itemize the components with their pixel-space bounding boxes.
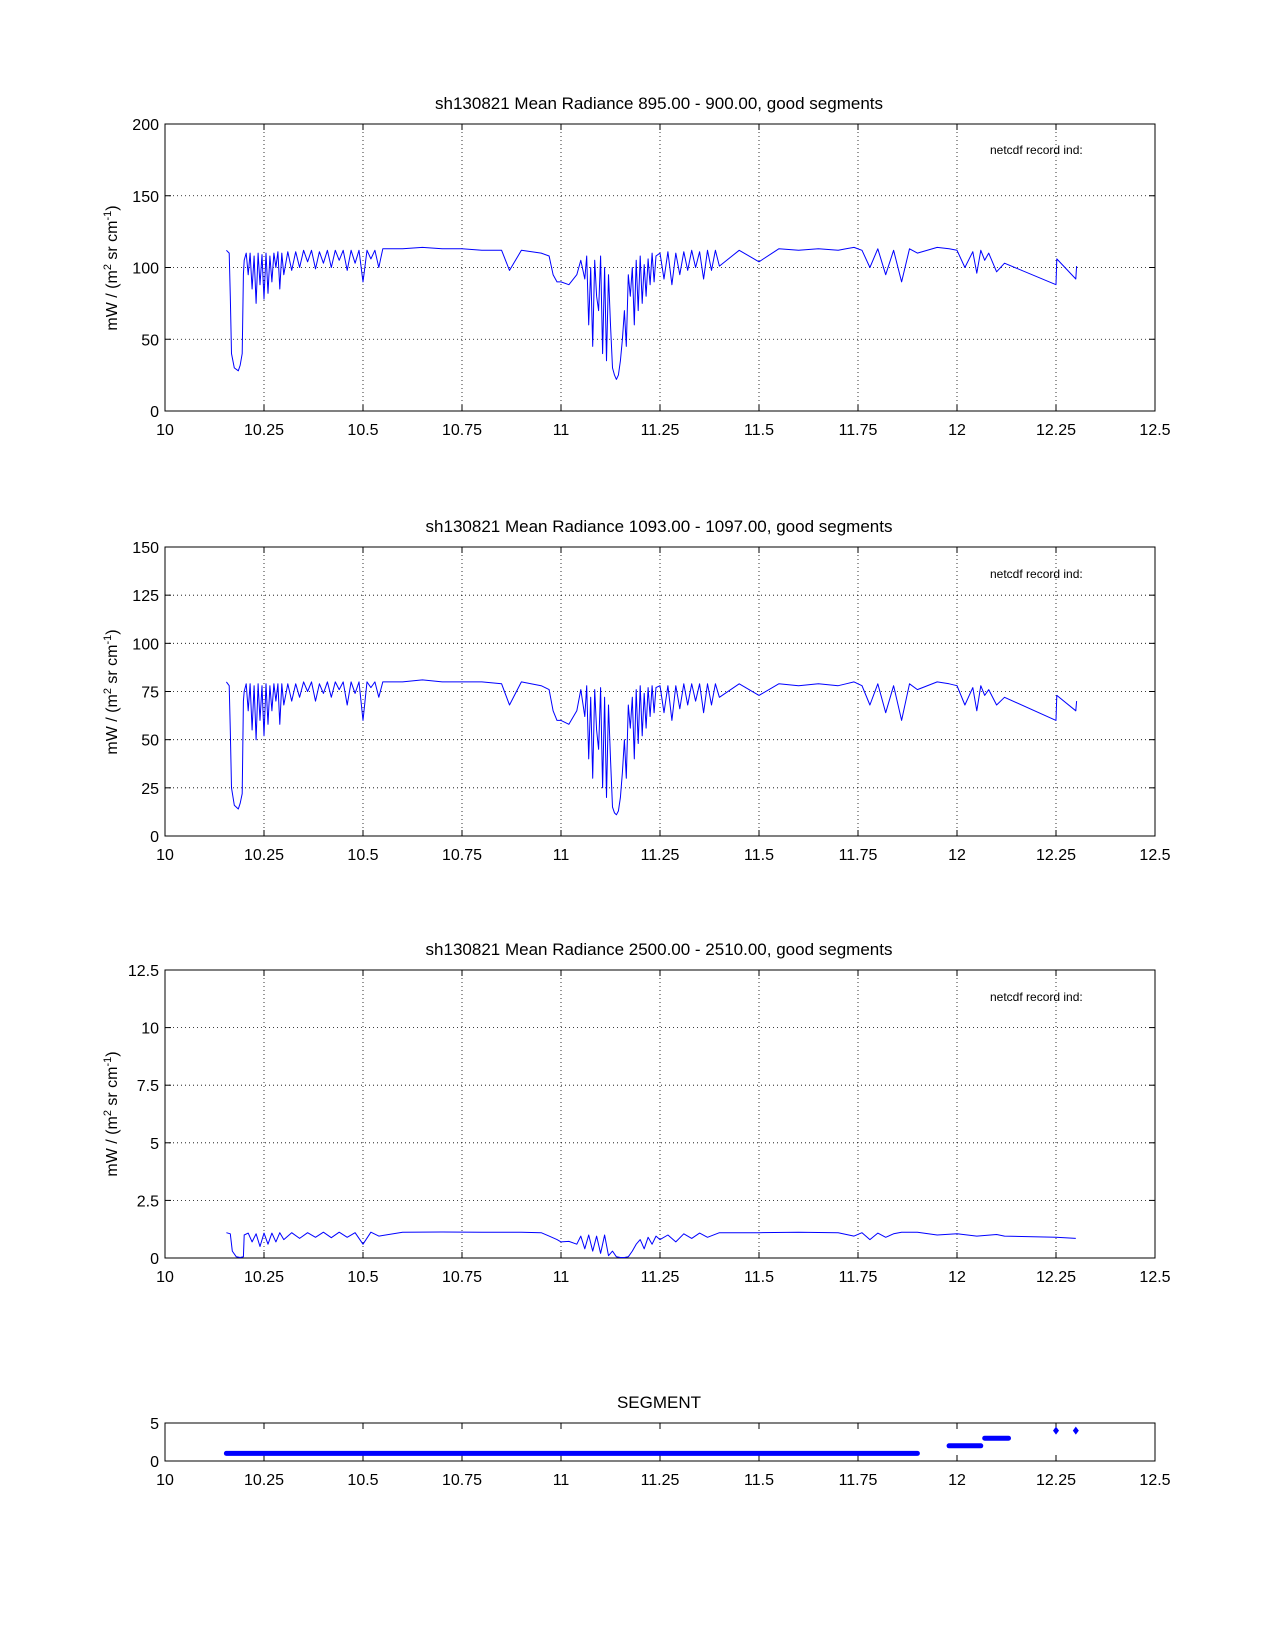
x-tick-label: 11 xyxy=(552,422,570,439)
x-tick-label: 10.25 xyxy=(243,422,285,439)
x-tick-label: 10.5 xyxy=(347,1269,379,1286)
legend-annotation: netcdf record ind: xyxy=(990,567,1083,581)
x-tick-label: 12 xyxy=(948,847,966,864)
y-tick-label: 100 xyxy=(132,636,159,654)
x-tick-label: 11.25 xyxy=(640,1269,680,1286)
x-tick-label: 12 xyxy=(948,1472,966,1489)
x-tick-label: 11.25 xyxy=(640,422,680,439)
x-tick-label: 11.5 xyxy=(744,422,774,439)
y-tick-label: 150 xyxy=(132,188,159,206)
x-tick-label: 11 xyxy=(552,847,570,864)
y-tick-label: 10 xyxy=(141,1020,159,1038)
x-tick-label: 10.25 xyxy=(243,847,285,864)
x-tick-label: 11.5 xyxy=(744,1269,774,1286)
chart-panel-3 xyxy=(102,940,1171,1286)
x-tick-label: 11.25 xyxy=(640,847,680,864)
legend-annotation: netcdf record ind: xyxy=(990,990,1083,1004)
y-tick-label: 25 xyxy=(141,780,159,798)
x-tick-label: 10.75 xyxy=(441,1269,483,1286)
y-axis-label: mW / ($m^2$ sr $cm^{-1}$) xyxy=(102,1051,121,1177)
y-tick-label: 12.5 xyxy=(127,963,159,980)
y-tick-label: 0 xyxy=(150,1251,159,1268)
x-tick-label: 10.75 xyxy=(441,422,483,439)
x-tick-label: 11.75 xyxy=(838,847,878,864)
x-tick-label: 11.75 xyxy=(838,1472,878,1489)
radiance-series-line xyxy=(226,680,1076,815)
y-tick-label: 50 xyxy=(141,732,159,750)
legend-annotation: netcdf record ind: xyxy=(990,143,1083,157)
x-tick-label: 12.5 xyxy=(1139,1472,1171,1489)
x-tick-label: 12 xyxy=(948,1269,966,1286)
y-tick-label: 5 xyxy=(150,1416,159,1433)
x-tick-label: 10.25 xyxy=(243,1472,285,1489)
chart-title: sh130821 Mean Radiance 2500.00 - 2510.00, good segments xyxy=(425,940,893,959)
y-tick-label: 0 xyxy=(150,404,159,421)
x-tick-label: 12.5 xyxy=(1139,847,1171,864)
x-tick-label: 10 xyxy=(156,1269,174,1286)
chart-panel-1 xyxy=(102,94,1171,439)
y-tick-label: 150 xyxy=(132,540,159,557)
y-tick-label: 7.5 xyxy=(136,1078,159,1096)
chart-panel-4 xyxy=(150,1393,1171,1489)
y-tick-label: 0 xyxy=(150,1454,159,1471)
chart-panel-2 xyxy=(102,517,1171,864)
x-tick-label: 11.5 xyxy=(744,847,774,864)
x-tick-label: 11.75 xyxy=(838,422,878,439)
x-tick-label: 10 xyxy=(156,1472,174,1489)
y-tick-label: 0 xyxy=(150,829,159,846)
y-axis-label: mW / ($m^2$ sr $cm^{-1}$) xyxy=(102,629,121,755)
x-tick-label: 10 xyxy=(156,847,174,864)
x-tick-label: 10.25 xyxy=(243,1269,285,1286)
chart-title: sh130821 Mean Radiance 1093.00 - 1097.00, good segments xyxy=(425,517,893,536)
x-tick-label: 12.5 xyxy=(1139,1269,1171,1286)
x-tick-label: 12.5 xyxy=(1139,422,1171,439)
x-tick-label: 10.75 xyxy=(441,1472,483,1489)
y-tick-label: 5 xyxy=(150,1135,159,1153)
x-tick-label: 12.25 xyxy=(1035,1472,1077,1489)
y-tick-label: 2.5 xyxy=(136,1193,159,1211)
y-tick-label: 125 xyxy=(132,588,159,606)
x-tick-label: 12 xyxy=(948,422,966,439)
chart-title: sh130821 Mean Radiance 895.00 - 900.00, good segments xyxy=(435,94,883,113)
x-tick-label: 11 xyxy=(552,1472,570,1489)
x-tick-label: 12.25 xyxy=(1035,847,1077,864)
segment-marker-point xyxy=(1073,1427,1079,1435)
x-tick-label: 10.5 xyxy=(347,422,379,439)
y-tick-label: 50 xyxy=(141,332,159,350)
radiance-series-line xyxy=(226,1232,1075,1258)
y-tick-label: 200 xyxy=(132,117,159,134)
x-tick-label: 12.25 xyxy=(1035,1269,1077,1286)
x-tick-label: 10 xyxy=(156,422,174,439)
x-tick-label: 11.75 xyxy=(838,1269,878,1286)
x-tick-label: 10.5 xyxy=(347,847,379,864)
x-tick-label: 12.25 xyxy=(1035,422,1077,439)
y-tick-label: 75 xyxy=(141,684,159,702)
x-tick-label: 11.25 xyxy=(640,1472,680,1489)
x-tick-label: 10.5 xyxy=(347,1472,379,1489)
chart-title: SEGMENT xyxy=(616,1393,702,1412)
x-tick-label: 10.75 xyxy=(441,847,483,864)
x-tick-label: 11.5 xyxy=(744,1472,774,1489)
y-axis-label: mW / ($m^2$ sr $cm^{-1}$) xyxy=(102,205,121,331)
segment-marker-point xyxy=(1053,1427,1059,1435)
x-tick-label: 11 xyxy=(552,1269,570,1286)
y-tick-label: 100 xyxy=(132,260,159,278)
